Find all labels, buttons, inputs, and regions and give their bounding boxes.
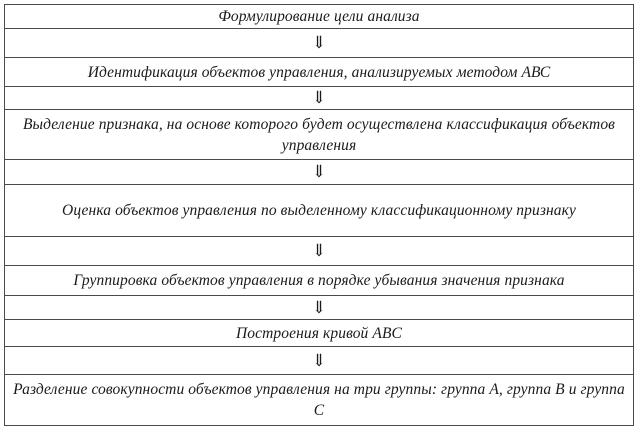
step-3-box: Выделение признака, на основе которого будет осуществлена классификация объектов управления: [5, 110, 634, 160]
down-arrow-icon: ⇓: [5, 237, 634, 266]
step-5-box: Группировка объектов управления в порядке убывания значения признака: [5, 266, 634, 296]
step-7-box: Разделение совокупности объектов управления на три группы: группа А, группа В и группа С: [5, 375, 634, 426]
down-arrow-icon: ⇓: [5, 347, 634, 375]
step-1-box: Формулирование цели анализа: [5, 5, 634, 29]
step-2-box: Идентификация объектов управления, анализируемых методом АВС: [5, 58, 634, 87]
step-6-box: Построения кривой ABC: [5, 320, 634, 347]
down-arrow-icon: ⇓: [5, 29, 634, 58]
abc-analysis-flowchart: [4, 4, 634, 426]
down-arrow-icon: ⇓: [5, 87, 634, 110]
step-4-box: Оценка объектов управления по выделенному классификационному признаку: [5, 185, 634, 237]
down-arrow-icon: ⇓: [5, 296, 634, 320]
down-arrow-icon: ⇓: [5, 160, 634, 185]
